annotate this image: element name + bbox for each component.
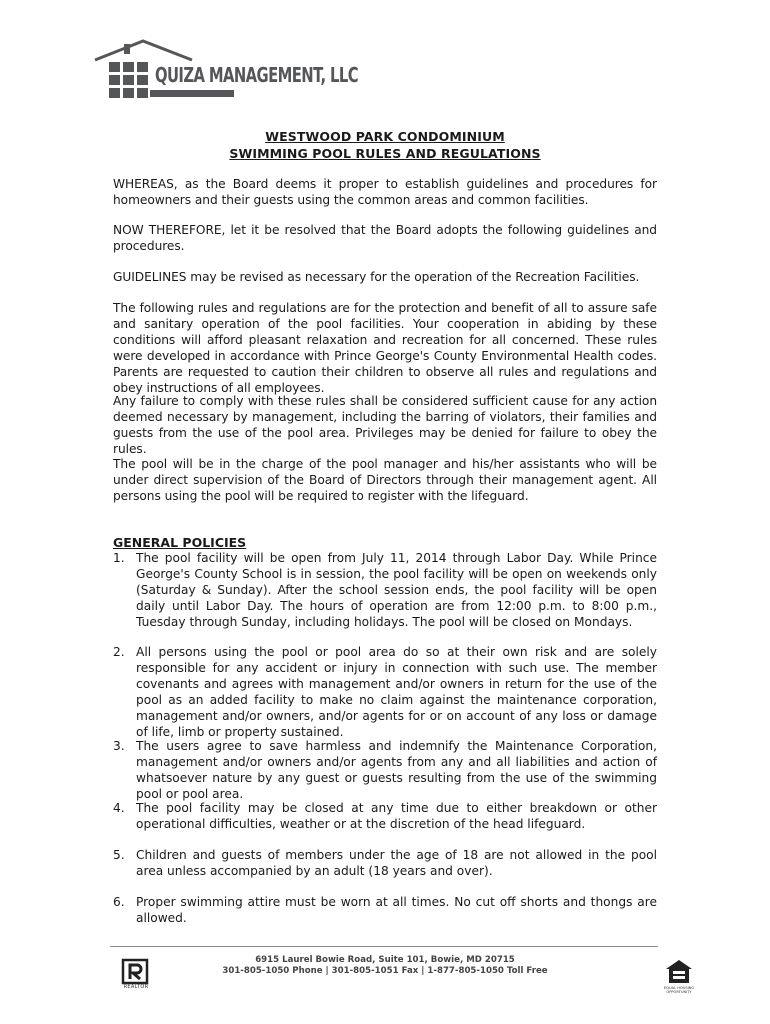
paragraph-whereas: WHEREAS, as the Board deems it proper to establish guidelines and procedures for homeowners and their guests using the common areas and common facilities. bbox=[113, 177, 657, 207]
footer-divider bbox=[110, 946, 658, 947]
company-name: QUIZA MANAGEMENT, LLC bbox=[155, 63, 359, 87]
document-subtitle: SWIMMING POOL RULES AND REGULATIONS bbox=[229, 146, 541, 161]
policy-number: 3. bbox=[113, 739, 125, 753]
policy-text: Proper swimming attire must be worn at all times. No cut off shorts and thongs are allowed. bbox=[136, 895, 657, 925]
policy-number: 6. bbox=[113, 895, 125, 909]
policy-text: The pool facility may be closed at any time due to either breakdown or other operational difficulties, weather or at the discretion of the head lifeguard. bbox=[136, 801, 657, 831]
paragraph-pool-manager: The pool will be in the charge of the pool manager and his/her assistants who will be under direct supervision of the Board of Directors through their management agent. All persons using the pool will be required to register with the lifeguard. bbox=[113, 457, 657, 503]
realtor-label: REALTOR bbox=[123, 984, 149, 990]
section-heading: GENERAL POLICIES bbox=[113, 535, 247, 550]
paragraph-failure-to-comply: Any failure to comply with these rules shall be considered sufficient cause for any action deemed necessary by management, including the barring of violators, their families and guests from the use of the pool area. Privileges may be denied for failure to obey the rules. bbox=[113, 394, 657, 456]
policy-item bbox=[113, 894, 657, 926]
paragraph-rules-purpose: The following rules and regulations are for the protection and benefit of all to assure safe and sanitary operation of the pool facilities. Your cooperation in abiding by these conditions will afford pleasant relaxation and recreation for all concerned. These rules were developed in accordance with Prince George's County Environmental Health codes. Parents are requested to caution their children to observe all rules and regulations and obey instructions of all employees. bbox=[113, 301, 657, 395]
paragraph-guidelines: GUIDELINES may be revised as necessary for the operation of the Recreation Facilities. bbox=[113, 270, 640, 284]
policy-text: Children and guests of members under the age of 18 are not allowed in the pool area unless accompanied by an adult (18 years and over). bbox=[136, 848, 657, 878]
policy-item bbox=[113, 800, 657, 832]
policy-number: 1. bbox=[113, 551, 125, 565]
policy-text: The pool facility will be open from July 11, 2014 through Labor Day. While Prince George's County School is in session, the pool facility will be open on weekends only (Saturday & Sunday). After the school session ends, the pool facility will be open daily until Labor Day. The hours of operation are from 12:00 p.m. to 8:00 p.m., Tuesday through Sunday, including holidays. The pool will be closed on Mondays. bbox=[136, 551, 657, 629]
document-title: WESTWOOD PARK CONDOMINIUM bbox=[265, 129, 505, 144]
policy-number: 5. bbox=[113, 848, 125, 862]
company-logo bbox=[92, 38, 359, 106]
policy-item bbox=[113, 644, 657, 740]
policy-item bbox=[113, 550, 657, 630]
policy-item bbox=[113, 847, 657, 879]
policy-item bbox=[113, 738, 657, 802]
footer-address: 6915 Laurel Bowie Road, Suite 101, Bowie, MD 20715 bbox=[255, 955, 515, 965]
policy-text: All persons using the pool or pool area do so at their own risk and are solely responsible for any accident or injury in connection with such use. The member covenants and agrees with management and/or owners in return for the use of the pool as an added facility to make no claim against the maintenance corporation, management and/or owners, and/or agents for or on account of any loss or damage of life, limb or property sustained. bbox=[136, 645, 657, 739]
equal-housing-label: EQUAL HOUSING OPPORTUNITY bbox=[663, 986, 695, 994]
policy-text: The users agree to save harmless and indemnify the Maintenance Corporation, management and/or owners and/or agents from any and all liabilities and action of whatsoever nature by any guest or guests resulting from the use of the swimming pool or pool area. bbox=[136, 739, 657, 801]
policy-number: 4. bbox=[113, 801, 125, 815]
policy-number: 2. bbox=[113, 645, 125, 659]
footer-phones: 301-805-1050 Phone | 301-805-1051 Fax | 1-877-805-1050 Toll Free bbox=[222, 966, 548, 976]
paragraph-now-therefore: NOW THEREFORE, let it be resolved that the Board adopts the following guidelines and procedures. bbox=[113, 223, 657, 253]
